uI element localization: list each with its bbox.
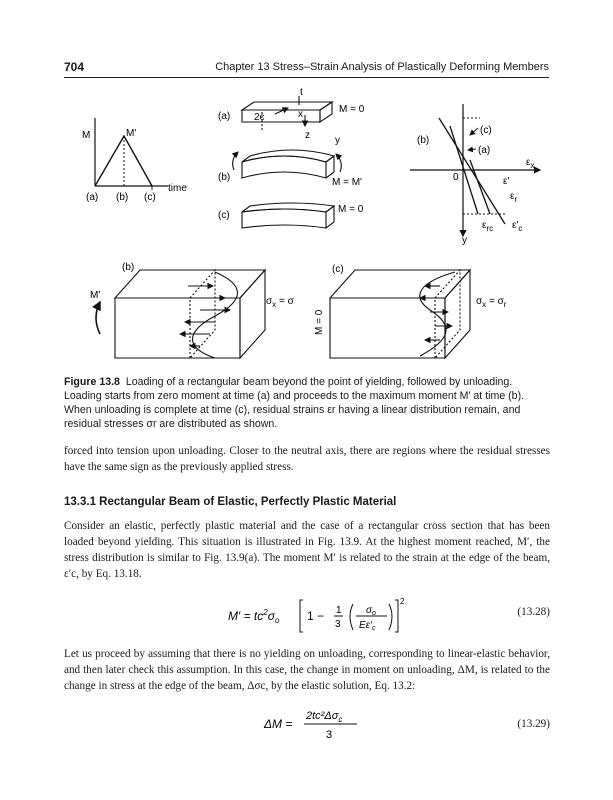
tick-c: (c) — [144, 192, 156, 203]
strain-e-prime: ε' — [503, 176, 510, 187]
beam-b-moment: M = M' — [332, 177, 362, 188]
strain-axis-ex: $\varepsilon_x$ — [526, 157, 535, 170]
svg-text:Eε′c: $E\varepsilon'_c$ — [359, 620, 376, 632]
eq1-lhs: M′ = tc — [228, 609, 264, 623]
strain-e-r: $\varepsilon_r$ — [510, 191, 518, 204]
equation-13-28-render — [64, 592, 550, 636]
dim-t: t — [300, 87, 303, 98]
beam-c-moment: M = 0 — [338, 204, 364, 215]
beam-c — [242, 203, 334, 228]
stress-block-c — [330, 270, 470, 358]
equation-13-29-render — [64, 704, 550, 744]
tick-a: (a) — [86, 192, 99, 203]
m-peak-label: M' — [126, 128, 137, 139]
stress-c-label: $\sigma_x = \sigma_r$ — [476, 296, 507, 309]
stress-b-label: $\sigma_x = \sigma$ — [266, 296, 294, 309]
eq1-frac-den: 3 — [335, 619, 341, 630]
axis-z: z — [305, 130, 310, 141]
caption-label: Figure 13.8 — [64, 376, 120, 388]
eq2-num: 2tc²Δσ — [306, 710, 339, 722]
equation-13-28 — [64, 592, 550, 636]
stress-c-panel: (c) — [332, 264, 344, 275]
stress-b-moment: M' — [90, 290, 101, 301]
dim-2c: 2c — [254, 112, 265, 123]
eq1-one: 1 − — [307, 609, 325, 623]
beam-c-label: (c) — [218, 210, 230, 221]
m-axis-label: M — [82, 130, 91, 141]
paragraph-3: Let us proceed by assuming that there is no yielding on unloading, corresponding to linear-elastic behavior, and then later check this assumption. In this case, the change in moment on unloading, ΔM, is related to the change in stress at the edge of the beam, Δσc, by the elastic solution, Eq. 13.2: — [64, 648, 550, 692]
strain-line-a: (a) — [478, 145, 491, 156]
strain-plot — [410, 104, 540, 236]
beam-a-moment: M = 0 — [339, 104, 365, 115]
eq1-number: (13.28) — [517, 606, 550, 618]
strain-axis-y: y — [462, 235, 467, 246]
equation-13-29 — [64, 704, 550, 744]
section-title: 13.3.1 Rectangular Beam of Elastic, Perfectly Plastic Material — [64, 496, 397, 508]
stress-b-panel: (b) — [122, 262, 135, 273]
strain-origin: 0 — [453, 172, 459, 183]
eq2-lhs: ΔM = — [264, 717, 293, 731]
eq1-den: Eε′ — [359, 620, 372, 631]
figure-13-8 — [0, 0, 613, 370]
paragraph-1: forced into tension upon unloading. Closer to the neutral axis, there are regions where the residual stresses have the same sign as the previously applied stress. — [64, 445, 550, 473]
figure-caption — [64, 375, 550, 431]
eq1-frac-num: 1 — [336, 605, 342, 616]
beam-b-label: (b) — [218, 172, 231, 183]
strain-e-rc: $\varepsilon_{rc}$ — [482, 220, 494, 233]
svg-text:σo: $\sigma_o$ — [366, 605, 376, 617]
paragraph-2: Consider an elastic, perfectly plastic material and the case of a rectangular cross section that has been loaded beyond yielding. This situation is illustrated in Fig. 13.9. At the highest moment reached, M′, the stress distribution is similar to Fig. 13.9(a). The moment M′ is related to the strain at the edge of the beam, ε′c, by Eq. 13.18. — [64, 520, 550, 580]
stress-c-moment: M = 0 — [314, 309, 325, 335]
running-title: Chapter 13 Stress–Strain Analysis of Plastically Deforming Members — [215, 61, 549, 73]
axis-x: x — [298, 109, 303, 120]
caption-text: Loading of a rectangular beam beyond the point of yielding, followed by unloading. Loading starts from zero moment at time (a) and proceeds to the maximum moment M′ at time (b). When unloading is complete at time (c), residual strains εr having a linear distribution remain, and residual stresses σr are distributed as shown. — [64, 376, 525, 430]
eq2-den: 3 — [326, 729, 333, 741]
svg-text:2: 2 — [400, 597, 405, 606]
strain-line-c: (c) — [480, 125, 492, 136]
stress-block-b — [96, 270, 265, 358]
tick-b: (b) — [116, 192, 129, 203]
svg-text:2tc²Δσc: $2tc^2\Delta\sigma_c$ — [306, 710, 343, 724]
beam-a-label: (a) — [218, 111, 231, 122]
axis-y: y — [335, 135, 340, 146]
strain-panel-label: (b) — [417, 135, 430, 146]
page-number: 704 — [64, 60, 85, 74]
eq2-number: (13.29) — [517, 718, 550, 730]
eq1-num: σ — [366, 605, 373, 616]
time-axis-label: time — [168, 183, 187, 194]
svg-text:M′ = tc2σo: $M' = tc^2\sigma_o$ — [228, 608, 280, 625]
strain-e-c: $\varepsilon'_c$ — [512, 220, 523, 233]
beam-b — [233, 150, 342, 178]
